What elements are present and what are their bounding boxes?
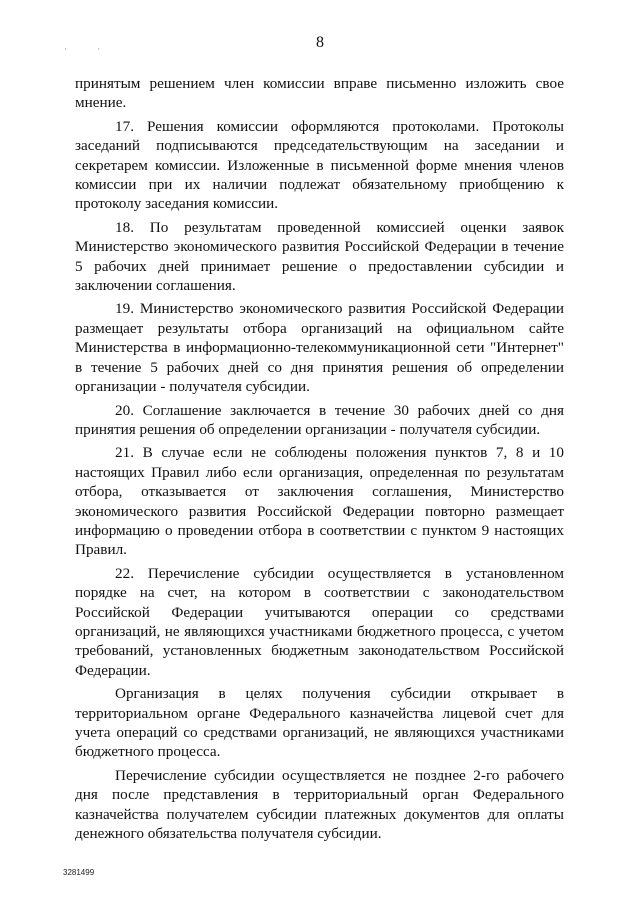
- margin-marks: · ·: [64, 44, 115, 54]
- paragraph-21: 21. В случае если не соблюдены положения пунктов 7, 8 и 10 настоящих Правил либо если организация, определенная по результатам отбора, отказывается от заключения соглашения, Министерство экономического развития Российской Федерации повторно размещает информацию о проведении отбора в соответствии с пунктом 9 настоящих Правил.: [75, 444, 564, 559]
- page-number: 8: [316, 34, 324, 51]
- paragraph-22-organization: Организация в целях получения субсидии открывает в территориальном органе Федерального казначейства лицевой счет для учета операций со средствами организаций, не являющихся участниками бюджетного процесса.: [75, 685, 564, 761]
- paragraph-22: 22. Перечисление субсидии осуществляется в установленном порядке на счет, на котором в соответствии с законодательством Российской Федерации учитываются операции со средствами организаций, не являющихся участниками бюджетного процесса, с учетом требований, установленных бюджетным законодательством Российской Федерации.: [75, 564, 564, 679]
- paragraph-18: 18. По результатам проведенной комиссией оценки заявок Министерство экономического развития Российской Федерации в течение 5 рабочих дней принимает решение о предоставлении субсидии и заключении соглашения.: [75, 218, 564, 295]
- paragraph-17: 17. Решения комиссии оформляются протоколами. Протоколы заседаний подписываются председательствующим на заседании и секретарем комиссии. Изложенные в письменной форме мнения членов комиссии при их наличии подлежат обязательному приобщению к протоколу заседания комиссии.: [75, 117, 564, 213]
- paragraph-20: 20. Соглашение заключается в течение 30 рабочих дней со дня принятия решения об определении организации - получателя субсидии.: [75, 401, 564, 438]
- paragraph-continuation: принятым решением член комиссии вправе письменно изложить свое мнение.: [75, 75, 564, 112]
- document-body: [75, 74, 564, 843]
- paragraph-22-transfer: Перечисление субсидии осуществляется не позднее 2-го рабочего дня после представления в территориальный орган Федерального казначейства получателем субсидии платежных документов для оплаты денежного обязательства получателя субсидии.: [75, 766, 564, 843]
- paragraph-19: 19. Министерство экономического развития Российской Федерации размещает результаты отбора организаций на официальном сайте Министерства в информационно-телекоммуникационной сети "Интернет" в течение 5 рабочих дней со дня принятия решения об определении организации - получателя субсидии.: [75, 300, 564, 396]
- document-code: 3281499: [63, 868, 95, 877]
